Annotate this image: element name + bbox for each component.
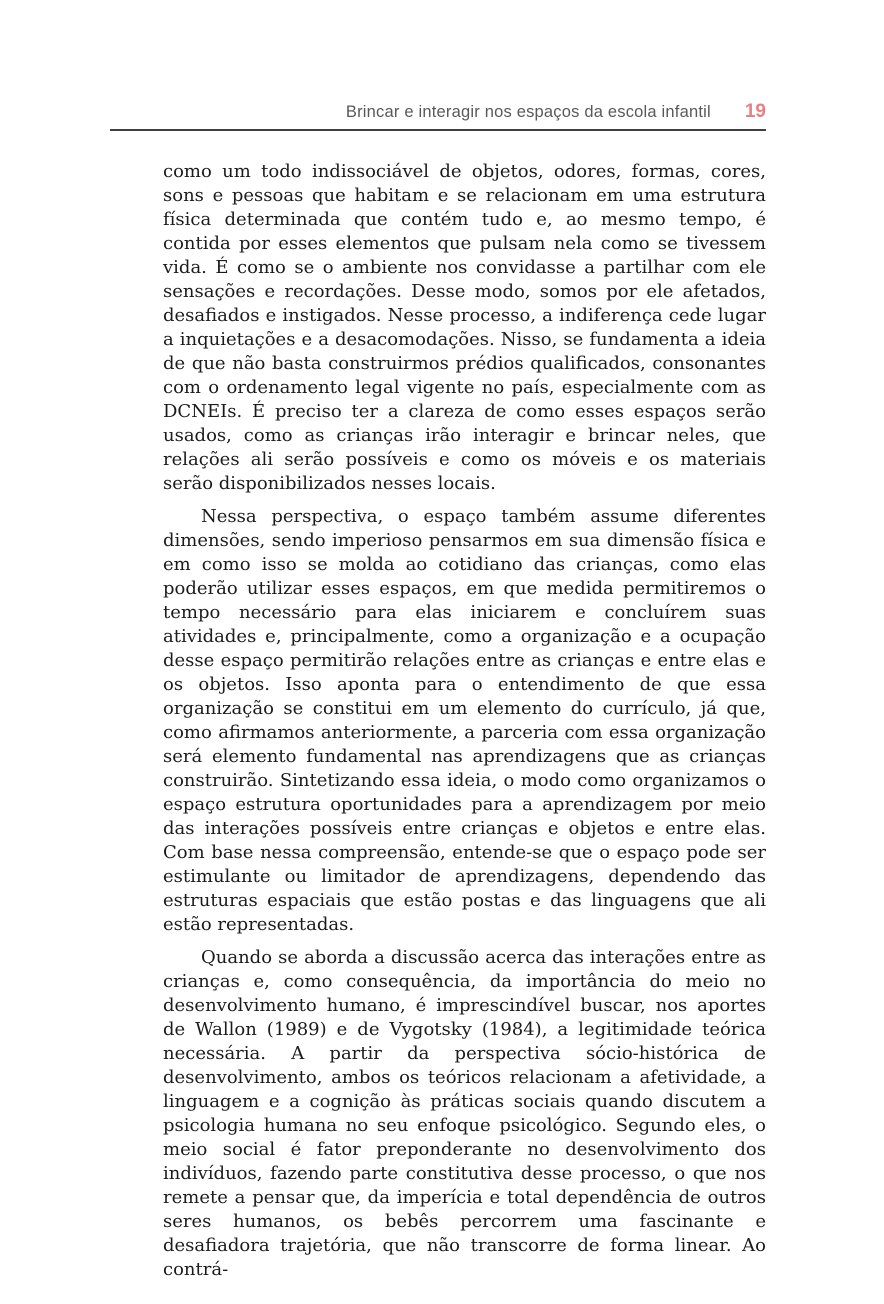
running-title: Brincar e interagir nos espaços da escola infantil [345, 103, 711, 121]
paragraph: Quando se aborda a discussão acerca das interações entre as crianças e, como consequência, da importância do meio no desenvolvimento humano, é imprescindível buscar, nos aportes de Wallon (1989) e de Vygotsky (1984), a legitimidade teórica necessária. A partir da perspectiva sócio-histórica de desenvolvimento, ambos os teóricos relacionam a afetividade, a linguagem e a cognição às práticas sociais quando discutem a psicologia humana no seu enfoque psicológico. Segundo eles, o meio social é fator preponderante no desenvolvimento dos indivíduos, fazendo parte constitutiva desse processo, o que nos remete a pensar que, da imperícia e total dependência de outros seres humanos, os bebês percorrem uma fascinante e desafiadora trajetória, que não transcorre de forma linear. Ao contrá- [163, 947, 766, 1280]
paragraph: Nessa perspectiva, o espaço também assume diferentes dimensões, sendo imperioso pensarmos em sua dimensão física e em como isso se molda ao cotidiano das crianças, como elas poderão utilizar esses espaços, em que medida permitiremos o tempo necessário para elas iniciarem e concluírem suas atividades e, principalmente, como a organização e a ocupação desse espaço permitirão relações entre as crianças e entre elas e os objetos. Isso aponta para o entendimento de que essa organização se constitui em um elemento do currículo, já que, como afirmamos anteriormente, a parceria com essa organização será elemento fundamental nas aprendizagens que as crianças construirão. Sintetizando essa ideia, o modo como organizamos o espaço estrutura oportunidades para a aprendizagem por meio das interações possíveis entre crianças e objetos e entre elas. Com base nessa compreensão, entende-se que o espaço pode ser estimulante ou limitador de aprendizagens, dependendo das estruturas espaciais que estão postas e das linguagens que ali estão representadas. [163, 506, 766, 935]
page-header [110, 101, 766, 123]
paragraph-continuation: como um todo indissociável de objetos, odores, formas, cores, sons e pessoas que habitam e se relacionam em uma estrutura física determinada que contém tudo e, ao mesmo tempo, é contida por esses elementos que pulsam nela como se tivessem vida. É como se o ambiente nos convidasse a partilhar com ele sensações e recordações. Desse modo, somos por ele afetados, desafiados e instigados. Nesse processo, a indiferença cede lugar a inquietações e a desacomodações. Nisso, se fundamenta a ideia de que não basta construirmos prédios qualificados, consonantes com o ordenamento legal vigente no país, especialmente com as DCNEIs. É preciso ter a clareza de como esses espaços serão usados, como as crianças irão interagir e brincar neles, que relações ali serão possíveis e como os móveis e os materiais serão disponibilizados nesses locais. [163, 161, 766, 494]
header-rule [110, 129, 766, 131]
page-body [163, 160, 766, 1282]
page-number: 19 [744, 101, 766, 122]
